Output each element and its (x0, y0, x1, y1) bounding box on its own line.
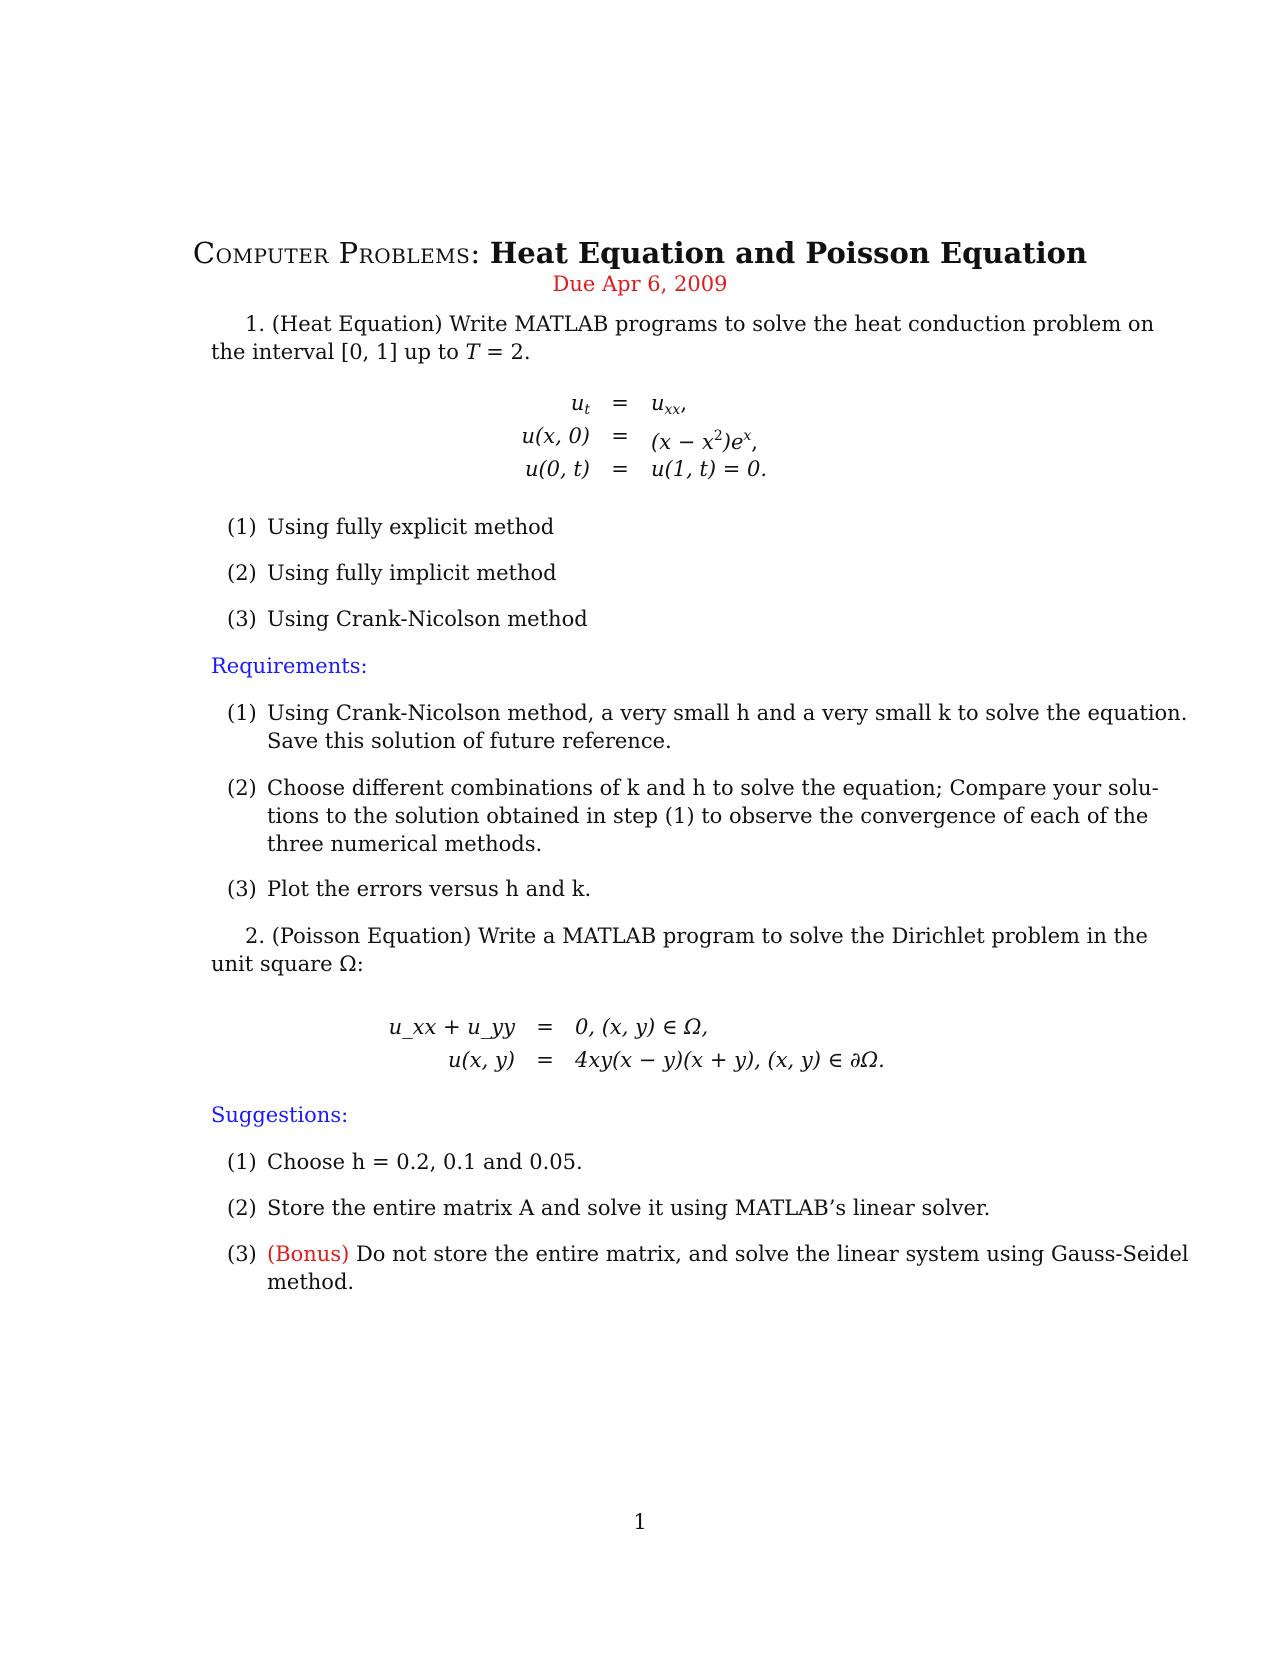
problem2-intro (211, 922, 1148, 978)
suggestion-text (267, 1240, 1189, 1296)
requirements-heading: Requirements: (211, 654, 368, 678)
heat-eq-1-rhs (651, 388, 687, 425)
problem1-T: T (465, 340, 480, 364)
method-number: (2) (227, 561, 257, 585)
suggestion-number: (2) (227, 1196, 257, 1220)
problem1-line2-mid: up to (397, 340, 466, 364)
bonus-label: (Bonus) (267, 1242, 350, 1266)
poisson-eq-row-1 (0, 1012, 1280, 1042)
heat-eq-2-rhs-mid: )e (722, 430, 744, 454)
suggestion-line-text: Do not store the entire matrix, and solve the linear system using Gauss-Seidel (349, 1242, 1189, 1266)
problem1-intro (211, 310, 1155, 366)
heat-eq-2-rhs-tail: , (751, 430, 758, 454)
requirement-text (267, 699, 1188, 755)
heat-eq-3-rhs: u(1, t) = 0. (651, 457, 768, 481)
requirement-number: (1) (227, 701, 257, 725)
heat-eq-2-equals: = (611, 424, 629, 448)
requirement-text (267, 774, 1159, 858)
poisson-eq-1-rhs: 0, (x, y) ∈ Ω, (575, 1015, 709, 1039)
poisson-eq-1-lhs: u_xx + u_yy (388, 1015, 515, 1039)
suggestion-number: (3) (227, 1242, 257, 1266)
requirement-text (267, 875, 1109, 903)
suggestions-heading: Suggestions: (211, 1103, 349, 1127)
page-number: 1 (633, 1510, 647, 1534)
poisson-eq-2-equals: = (536, 1048, 554, 1072)
suggestion-number: (1) (227, 1150, 257, 1174)
poisson-eq-1-equals: = (536, 1015, 554, 1039)
problem1-interval: [0, 1] (341, 340, 398, 364)
heat-eq-3-equals: = (611, 457, 629, 481)
heat-eq-1-lhs (470, 388, 590, 425)
problem2-line2: unit square Ω: (211, 952, 364, 976)
requirement-number: (3) (227, 877, 257, 901)
requirement-line: three numerical methods. (267, 832, 543, 856)
heat-eq-2-rhs-base: (x − x (651, 430, 714, 454)
requirement-line: Save this solution of future reference. (267, 729, 672, 753)
heat-eq-1-equals: = (611, 391, 629, 415)
problem1-line2-end: = 2. (479, 340, 531, 364)
poisson-eq-2-rhs: 4xy(x − y)(x + y), (x, y) ∈ ∂Ω. (575, 1048, 885, 1072)
heat-equation-system (0, 388, 1280, 488)
requirement-line: tions to the solution obtained in step (1) to observe the convergence of each of the (267, 804, 1149, 828)
heat-eq-2-rhs (651, 421, 758, 457)
requirement-line: Choose different combinations of k and h to solve the equation; Compare your solu- (267, 776, 1159, 800)
suggestion-line: Choose h = 0.2, 0.1 and 0.05. (267, 1150, 583, 1174)
method-number: (1) (227, 515, 257, 539)
problem1-line1: 1. (Heat Equation) Write MATLAB programs to solve the heat conduction problem on (245, 312, 1155, 336)
page-title (0, 236, 1280, 270)
heat-eq-1-lhs-sub: t (584, 402, 590, 418)
heat-eq-row-2 (0, 421, 1280, 454)
problem1-line2 (211, 338, 1107, 366)
heat-eq-1-rhs-base: u (651, 391, 665, 415)
method-text: Using fully implicit method (267, 561, 557, 585)
requirement-line: Using Crank-Nicolson method, a very small h and a very small k to solve the equation. (267, 701, 1188, 725)
heat-eq-2-rhs-sup2: x (743, 428, 752, 444)
method-text: Using fully explicit method (267, 515, 555, 539)
heat-eq-2-rhs-sup: 2 (713, 428, 723, 444)
heat-eq-1-lhs-base: u (570, 391, 585, 415)
suggestion-line (267, 1240, 1189, 1268)
title-bold: Heat Equation and Poisson Equation (489, 236, 1088, 270)
heat-eq-3-lhs: u(0, t) (524, 457, 590, 481)
due-date-text: Due Apr 6, 2009 (552, 272, 728, 296)
poisson-equation-system (0, 1012, 1280, 1082)
problem1-line2-prefix: the interval (211, 340, 341, 364)
heat-eq-row-1 (0, 388, 1280, 418)
heat-eq-1-rhs-sub: xx (664, 402, 681, 418)
suggestion-text (267, 1194, 1109, 1222)
method-number: (3) (227, 607, 257, 631)
poisson-eq-row-2 (0, 1045, 1280, 1075)
requirement-line: Plot the errors versus h and k. (267, 877, 592, 901)
suggestion-text (267, 1148, 1109, 1176)
due-date (0, 272, 1280, 296)
title-smallcaps: Computer Problems: (192, 236, 481, 270)
requirement-number: (2) (227, 776, 257, 800)
problem2-line1: 2. (Poisson Equation) Write a MATLAB program to solve the Dirichlet problem in the (245, 924, 1148, 948)
heat-eq-1-rhs-tail: , (680, 391, 688, 415)
heat-eq-2-lhs: u(x, 0) (521, 424, 590, 448)
suggestion-line: Store the entire matrix A and solve it using MATLAB’s linear solver. (267, 1196, 991, 1220)
suggestion-line: method. (267, 1270, 355, 1294)
method-text: Using Crank-Nicolson method (267, 607, 588, 631)
heat-eq-row-3 (0, 454, 1280, 484)
poisson-eq-2-lhs: u(x, y) (448, 1048, 515, 1072)
